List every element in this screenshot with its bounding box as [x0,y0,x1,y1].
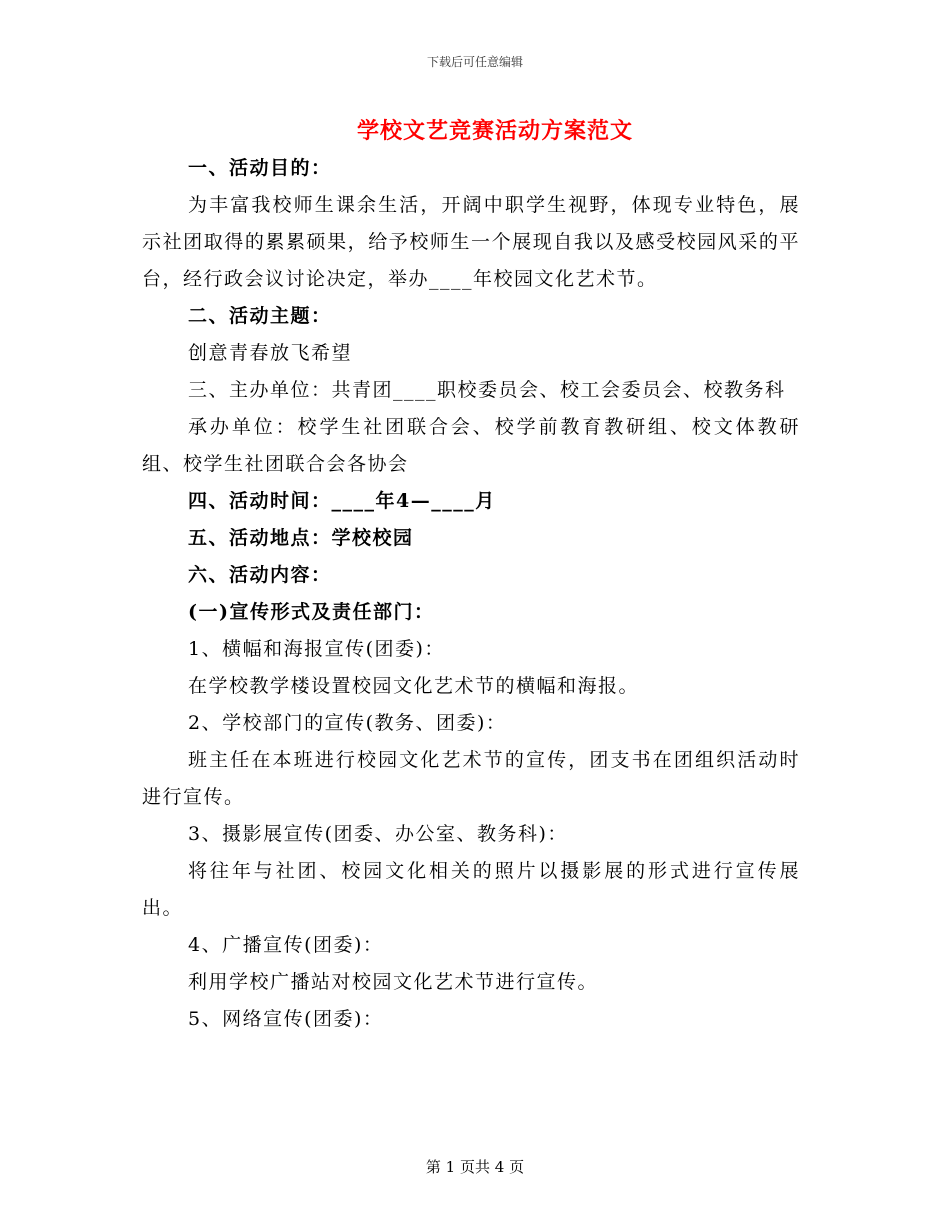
list-item-departments: 2、学校部门的宣传(教务、团委)： [188,712,507,734]
document-body [142,150,800,1038]
paragraph-theme: 创意青春放飞希望 [188,342,353,364]
list-item-network: 5、网络宣传(团委)： [188,1008,384,1030]
paragraph-departments: 班主任在本班进行校园文化艺术节的宣传，团支书在团组织活动时进行宣传。 [142,749,800,808]
section-heading-time: 四、活动时间：____年4—____月 [188,490,496,512]
page-number: 第 1 页共 4 页 [425,1158,525,1176]
paragraph-photo-exhibition: 将往年与社团、校园文化相关的照片以摄影展的形式进行宣传展出。 [142,860,800,919]
section-heading-theme: 二、活动主题： [188,305,332,327]
paragraph-banner: 在学校教学楼设置校园文化艺术节的横幅和海报。 [188,675,640,697]
paragraph-purpose: 为丰富我校师生课余生活，开阔中职学生视野，体现专业特色，展示社团取得的累累硕果，给予校师生一个展现自我以及感受校园风采的平台，经行政会议讨论决定，举办____年校园文化艺术节。 [142,194,800,290]
section-heading-purpose: 一、活动目的： [188,157,332,179]
paragraph-broadcast: 利用学校广播站对校园文化艺术节进行宣传。 [188,971,599,993]
subsection-heading-publicity: (一)宣传形式及责任部门： [188,601,435,623]
list-item-photo-exhibition: 3、摄影展宣传(团委、办公室、教务科)： [188,823,568,845]
paragraph-organizer: 三、主办单位：共青团____职校委员会、校工会委员会、校教务科 [188,379,786,401]
list-item-broadcast: 4、广播宣传(团委)： [188,934,384,956]
header-note: 下载后可任意编辑 [426,55,523,69]
section-heading-content: 六、活动内容： [188,564,332,586]
list-item-banner: 1、横幅和海报宣传(团委)： [188,638,445,660]
paragraph-co-organizer: 承办单位：校学生社团联合会、校学前教育教研组、校文体教研组、校学生社团联合会各协会 [142,416,800,475]
document-title: 学校文艺竞赛活动方案范文 [356,118,633,144]
section-heading-location: 五、活动地点：学校校园 [188,527,414,549]
